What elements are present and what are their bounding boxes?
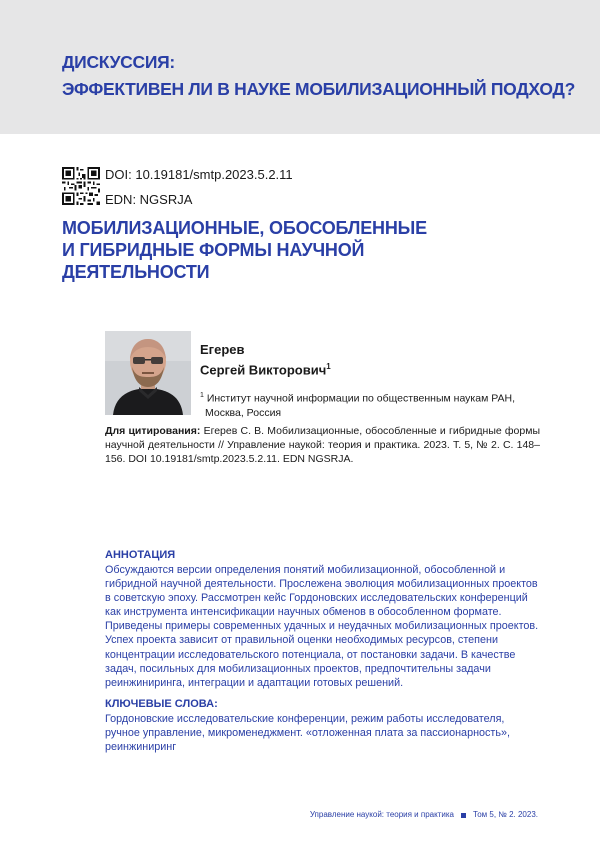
edn-label: EDN: NGSRJA (105, 192, 193, 207)
author-given-text: Сергей Викторович (200, 362, 327, 378)
section-title (62, 49, 575, 103)
keywords-heading: КЛЮЧЕВЫЕ СЛОВА: (105, 698, 218, 710)
section-title-line1: ДИСКУССИЯ: (62, 52, 175, 72)
author-surname: Егерев (200, 342, 245, 357)
author-affil-superscript: 1 (326, 362, 331, 371)
author-affiliation (200, 389, 530, 420)
section-title-line2: ЭФФЕКТИВЕН ЛИ В НАУКЕ МОБИЛИЗАЦИОННЫЙ ПОДХОД? (62, 79, 575, 99)
citation-label: Для цитирования: (105, 425, 201, 437)
affil-line1: Институт научной информации по общественным наукам РАН, (206, 392, 516, 405)
affil-line2: Москва, Россия (205, 406, 282, 419)
author-given-name (200, 359, 331, 377)
qr-code-icon (62, 167, 100, 205)
article-title (62, 217, 532, 283)
footer-journal: Управление наукой: теория и практика (309, 810, 454, 819)
abstract-heading: АННОТАЦИЯ (105, 549, 176, 561)
article-title-line2: И ГИБРИДНЫЕ ФОРМЫ НАУЧНОЙ (62, 240, 365, 260)
footer-issue: Том 5, № 2. 2023. (472, 810, 538, 819)
affil-marker: 1 (200, 392, 204, 399)
doi-label: DOI: 10.19181/smtp.2023.5.2.11 (105, 167, 293, 182)
keywords-text: Гордоновские исследовательские конференции, режим работы исследователя, ручное управление, микроменеджмент. «отложенная плата за пассионарность», реинжиниринг (105, 713, 511, 754)
square-bullet-icon (461, 813, 466, 818)
abstract-text: Обсуждаются версии определения понятий мобилизационной, обособленной и гибридной научной деятельности. Прослежена эволюция мобилизационных проектов в советскую эпоху. Рассмотрен кейс Гордоновских исследовательских конференций как инструмента интенсификации научных обменов в обособленном формате. Приведены примеры современных удачных и неудачных мобилизационных проектов. Успех проекта зависит от правильной оценки необходимых ресурсов, степени концентрации исследовательского потенциала, от постановки задачи. В качестве задач, посильных для мобилизационных проектов, предпочтительны задачи реинжиниринга, интеграции и адаптации готовых решений. (105, 564, 539, 689)
article-title-line1: МОБИЛИЗАЦИОННЫЕ, ОБОСОБЛЕННЫЕ (62, 218, 427, 238)
author-photo (105, 331, 191, 415)
citation-text: Егерев С. В. Мобилизационные, обособленные и гибридные формы научной деятельности // Управление наукой: теория и практика. 2023. Т. 5, № 2. С. 148–156. DOI 10.19181/smtp.2023.5.2.11. EDN NGSRJA. (105, 425, 541, 465)
article-title-line3: ДЕЯТЕЛЬНОСТИ (62, 262, 210, 282)
citation-block (105, 424, 540, 466)
page-footer (310, 810, 538, 820)
